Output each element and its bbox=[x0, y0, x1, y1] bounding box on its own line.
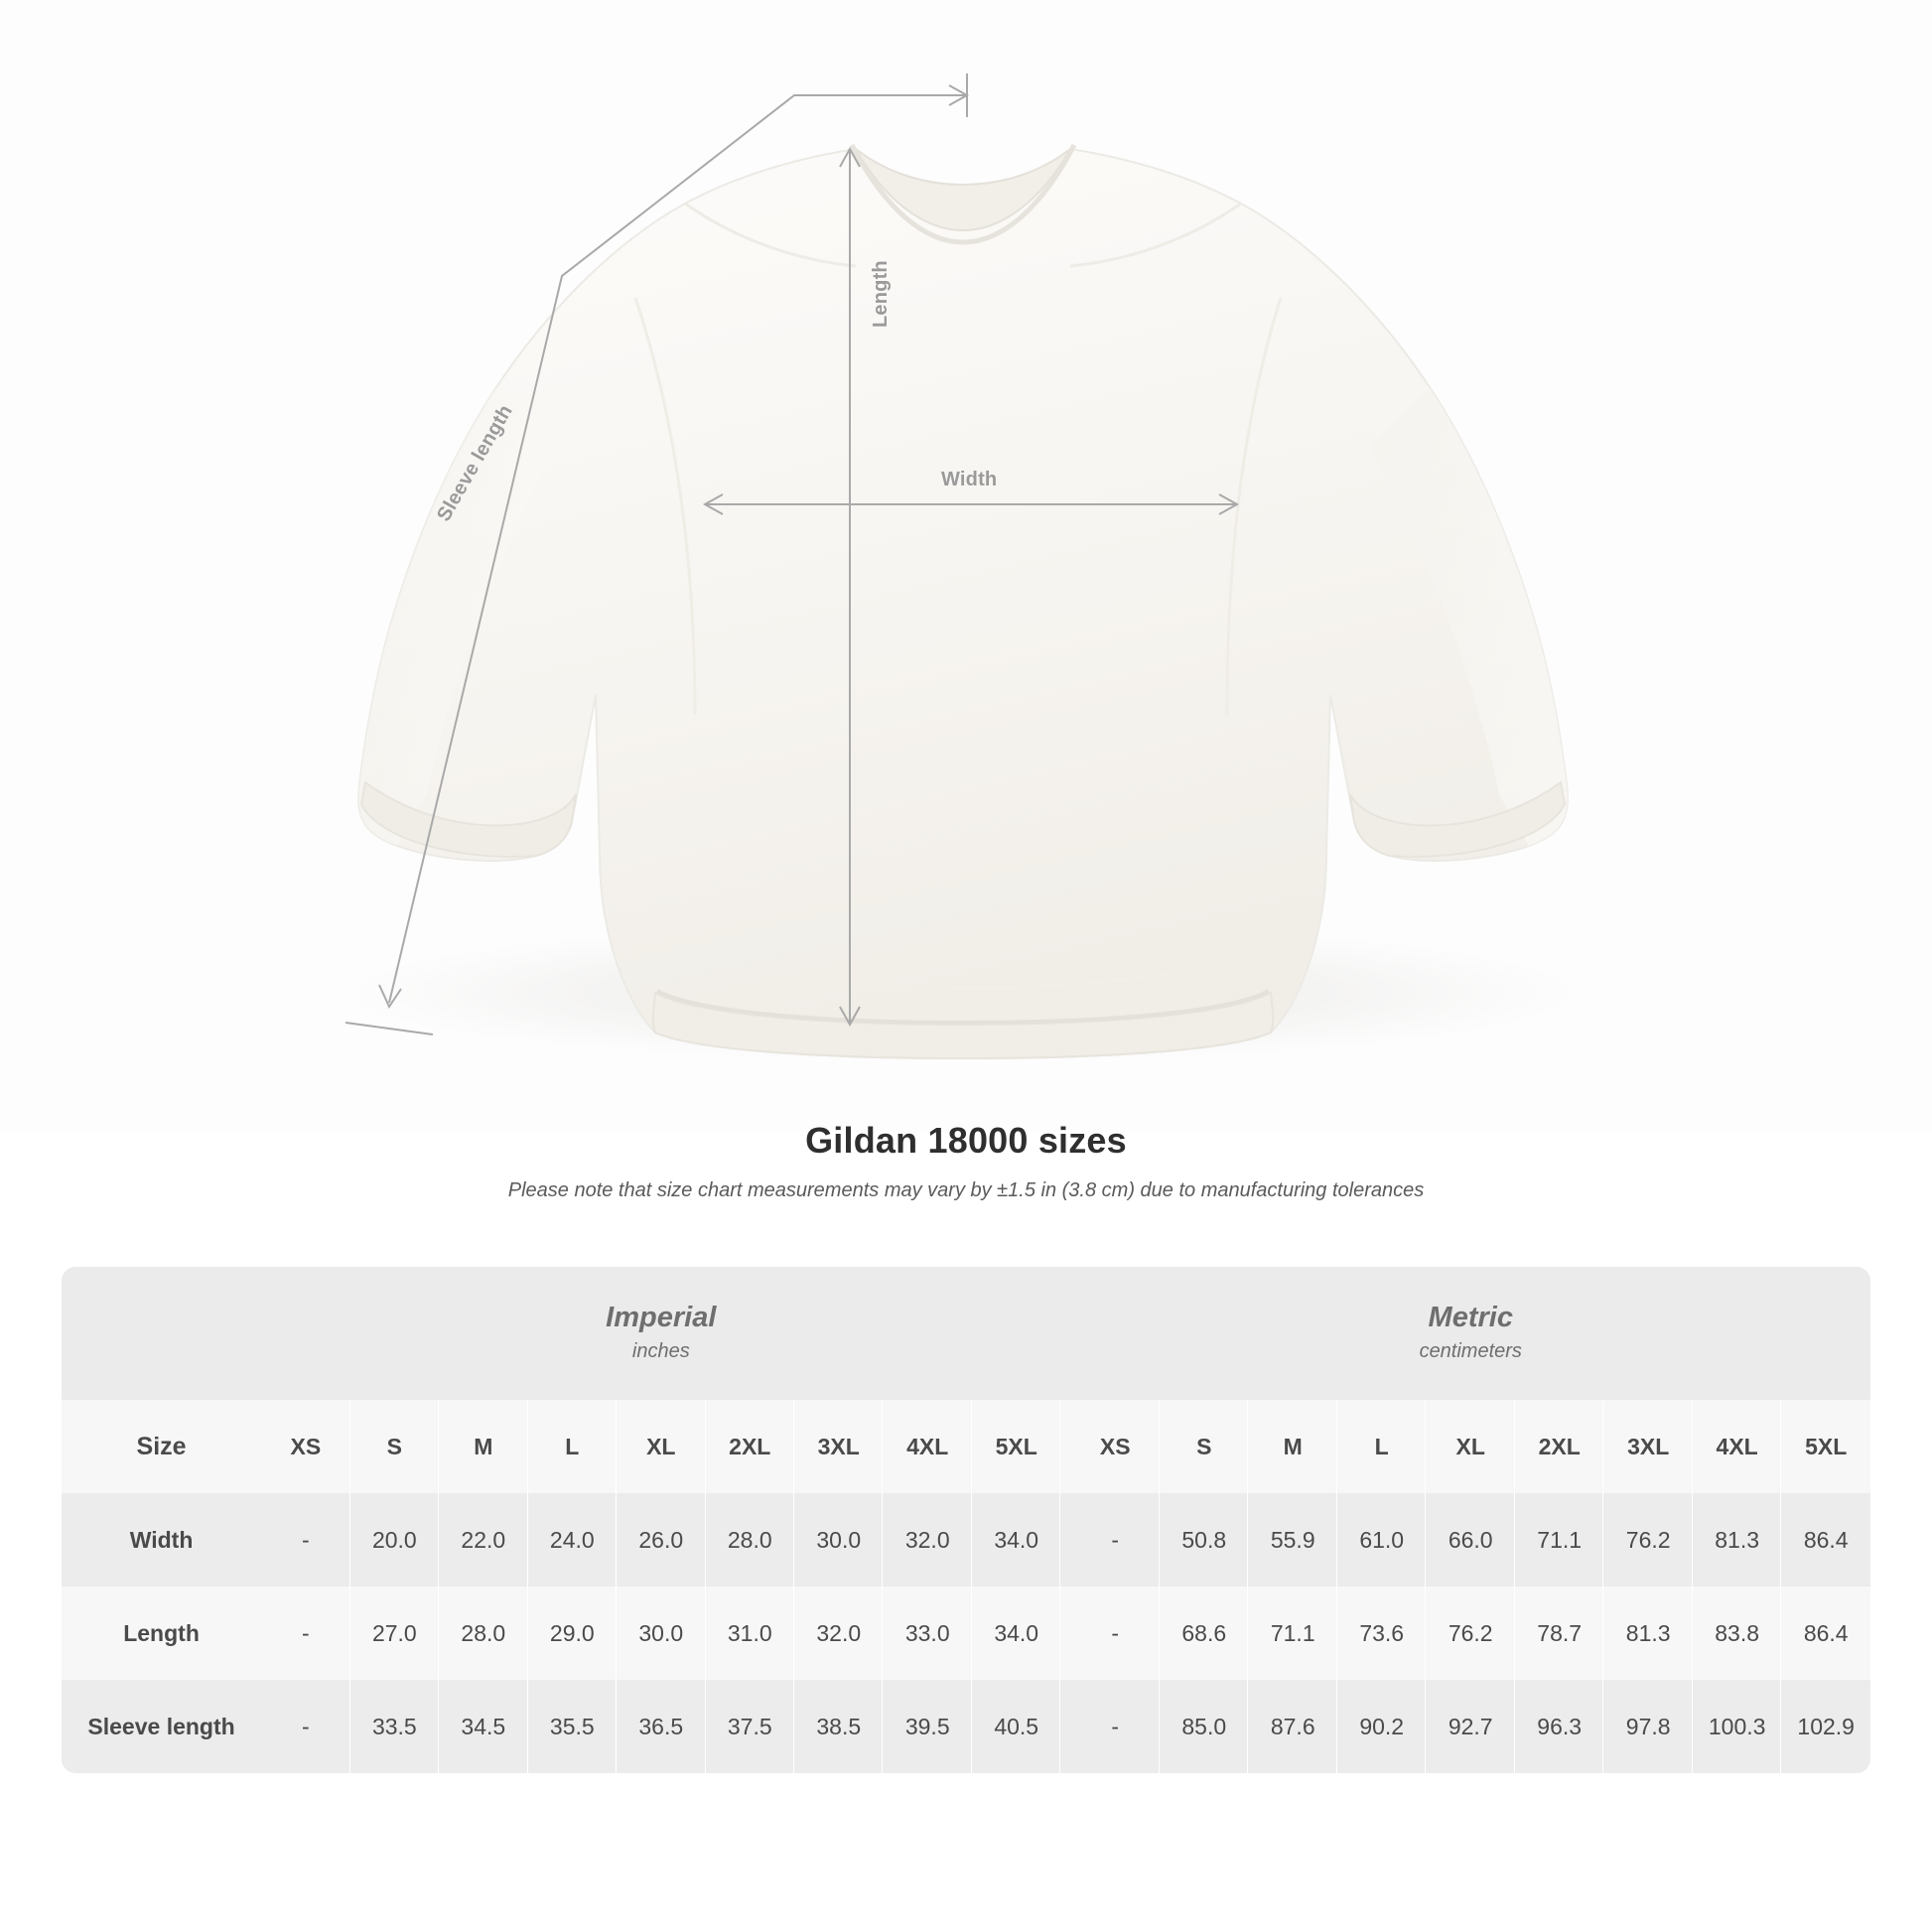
cell-width-imperial-3xl: 30.0 bbox=[794, 1493, 883, 1587]
cell-width-metric-s: 50.8 bbox=[1160, 1493, 1248, 1587]
header-gap bbox=[1060, 1400, 1070, 1493]
cell-width-metric-m: 55.9 bbox=[1248, 1493, 1336, 1587]
cell-width-metric-xl: 66.0 bbox=[1426, 1493, 1514, 1587]
size-table bbox=[62, 1267, 1870, 1773]
cell-sleeve-metric-xl: 92.7 bbox=[1426, 1680, 1514, 1773]
cell-width-imperial-5xl: 34.0 bbox=[972, 1493, 1061, 1587]
unit-header-spacer bbox=[62, 1267, 261, 1400]
cell-sleeve-imperial-xs: - bbox=[261, 1680, 349, 1773]
unit-sub-metric: centimeters bbox=[1419, 1340, 1522, 1363]
cell-length-metric-2xl: 78.7 bbox=[1515, 1587, 1603, 1680]
cell-sleeve-metric-4xl: 100.3 bbox=[1693, 1680, 1781, 1773]
cell-sleeve-metric-xs: - bbox=[1071, 1680, 1160, 1773]
table-row bbox=[62, 1587, 1870, 1680]
size-col-imperial-5xl: 5XL bbox=[972, 1400, 1061, 1493]
size-col-metric-xs: XS bbox=[1071, 1400, 1160, 1493]
size-col-metric-2xl: 2XL bbox=[1515, 1400, 1603, 1493]
cell-length-imperial-xl: 30.0 bbox=[617, 1587, 705, 1680]
cell-length-metric-m: 71.1 bbox=[1248, 1587, 1336, 1680]
table-row bbox=[62, 1680, 1870, 1773]
cell-length-metric-xl: 76.2 bbox=[1426, 1587, 1514, 1680]
cell-width-metric-l: 61.0 bbox=[1337, 1493, 1426, 1587]
cell-sleeve-imperial-s: 33.5 bbox=[350, 1680, 439, 1773]
row-label-sleeve-length: Sleeve length bbox=[62, 1680, 261, 1773]
cell-length-metric-3xl: 81.3 bbox=[1603, 1587, 1692, 1680]
unit-name-metric: Metric bbox=[1428, 1301, 1513, 1333]
chart-title-block bbox=[0, 1120, 1932, 1202]
cell-width-imperial-m: 22.0 bbox=[439, 1493, 527, 1587]
cell-length-imperial-xs: - bbox=[261, 1587, 349, 1680]
unit-header-gap bbox=[1060, 1267, 1070, 1400]
unit-name-imperial: Imperial bbox=[606, 1301, 717, 1333]
cell-sleeve-metric-m: 87.6 bbox=[1248, 1680, 1336, 1773]
size-col-imperial-2xl: 2XL bbox=[706, 1400, 794, 1493]
cell-width-metric-4xl: 81.3 bbox=[1693, 1493, 1781, 1587]
cell-sleeve-imperial-m: 34.5 bbox=[439, 1680, 527, 1773]
unit-header-row bbox=[62, 1267, 1870, 1400]
size-col-metric-m: M bbox=[1248, 1400, 1336, 1493]
unit-header-metric bbox=[1071, 1267, 1870, 1400]
cell-length-metric-4xl: 83.8 bbox=[1693, 1587, 1781, 1680]
row-gap-width bbox=[1060, 1493, 1070, 1587]
cell-sleeve-imperial-2xl: 37.5 bbox=[706, 1680, 794, 1773]
row-gap-sleeve bbox=[1060, 1680, 1070, 1773]
cell-width-metric-3xl: 76.2 bbox=[1603, 1493, 1692, 1587]
row-label-length: Length bbox=[62, 1587, 261, 1680]
tolerance-note: Please note that size chart measurements may vary by ±1.5 in (3.8 cm) due to manufacturing tolerances bbox=[507, 1179, 1425, 1201]
cell-length-imperial-2xl: 31.0 bbox=[706, 1587, 794, 1680]
size-col-imperial-m: M bbox=[439, 1400, 527, 1493]
cell-width-imperial-4xl: 32.0 bbox=[883, 1493, 971, 1587]
table-row bbox=[62, 1493, 1870, 1587]
cell-sleeve-metric-5xl: 102.9 bbox=[1781, 1680, 1870, 1773]
page-title: Gildan 18000 sizes bbox=[805, 1120, 1127, 1161]
cell-length-imperial-3xl: 32.0 bbox=[794, 1587, 883, 1680]
cell-length-imperial-4xl: 33.0 bbox=[883, 1587, 971, 1680]
cell-width-imperial-xl: 26.0 bbox=[617, 1493, 705, 1587]
cell-length-metric-s: 68.6 bbox=[1160, 1587, 1248, 1680]
cell-length-metric-5xl: 86.4 bbox=[1781, 1587, 1870, 1680]
size-header-label: Size bbox=[62, 1400, 261, 1493]
size-col-imperial-l: L bbox=[528, 1400, 617, 1493]
cell-length-metric-l: 73.6 bbox=[1337, 1587, 1426, 1680]
row-gap-length bbox=[1060, 1587, 1070, 1680]
cell-width-imperial-s: 20.0 bbox=[350, 1493, 439, 1587]
size-col-imperial-xs: XS bbox=[261, 1400, 349, 1493]
length-dimension-label: Length bbox=[870, 260, 892, 328]
cell-sleeve-metric-2xl: 96.3 bbox=[1515, 1680, 1603, 1773]
cell-width-metric-2xl: 71.1 bbox=[1515, 1493, 1603, 1587]
cell-width-imperial-xs: - bbox=[261, 1493, 349, 1587]
size-header-row bbox=[62, 1400, 1870, 1493]
cell-length-imperial-5xl: 34.0 bbox=[972, 1587, 1061, 1680]
cell-sleeve-metric-s: 85.0 bbox=[1160, 1680, 1248, 1773]
cell-length-imperial-l: 29.0 bbox=[528, 1587, 617, 1680]
unit-header-imperial bbox=[261, 1267, 1060, 1400]
size-col-imperial-xl: XL bbox=[617, 1400, 705, 1493]
cell-width-metric-xs: - bbox=[1071, 1493, 1160, 1587]
cell-sleeve-metric-l: 90.2 bbox=[1337, 1680, 1426, 1773]
size-col-imperial-s: S bbox=[350, 1400, 439, 1493]
cell-width-metric-5xl: 86.4 bbox=[1781, 1493, 1870, 1587]
cell-sleeve-imperial-l: 35.5 bbox=[528, 1680, 617, 1773]
width-dimension-label: Width bbox=[941, 469, 998, 490]
size-col-metric-4xl: 4XL bbox=[1693, 1400, 1781, 1493]
unit-sub-imperial: inches bbox=[631, 1340, 690, 1363]
cell-sleeve-imperial-3xl: 38.5 bbox=[794, 1680, 883, 1773]
size-col-metric-5xl: 5XL bbox=[1781, 1400, 1870, 1493]
cell-length-imperial-m: 28.0 bbox=[439, 1587, 527, 1680]
size-col-metric-l: L bbox=[1337, 1400, 1426, 1493]
size-table-container bbox=[62, 1267, 1870, 1773]
size-col-metric-3xl: 3XL bbox=[1603, 1400, 1692, 1493]
cell-sleeve-imperial-5xl: 40.5 bbox=[972, 1680, 1061, 1773]
size-col-metric-xl: XL bbox=[1426, 1400, 1514, 1493]
size-col-imperial-3xl: 3XL bbox=[794, 1400, 883, 1493]
size-col-metric-s: S bbox=[1160, 1400, 1248, 1493]
cell-sleeve-imperial-xl: 36.5 bbox=[617, 1680, 705, 1773]
cell-sleeve-imperial-4xl: 39.5 bbox=[883, 1680, 971, 1773]
size-col-imperial-4xl: 4XL bbox=[883, 1400, 971, 1493]
row-label-width: Width bbox=[62, 1493, 261, 1587]
cell-width-imperial-2xl: 28.0 bbox=[706, 1493, 794, 1587]
cell-length-imperial-s: 27.0 bbox=[350, 1587, 439, 1680]
sleeve-length-dimension-label: Sleeve length bbox=[433, 401, 517, 525]
cell-sleeve-metric-3xl: 97.8 bbox=[1603, 1680, 1692, 1773]
cell-width-imperial-l: 24.0 bbox=[528, 1493, 617, 1587]
cell-length-metric-xs: - bbox=[1071, 1587, 1160, 1680]
